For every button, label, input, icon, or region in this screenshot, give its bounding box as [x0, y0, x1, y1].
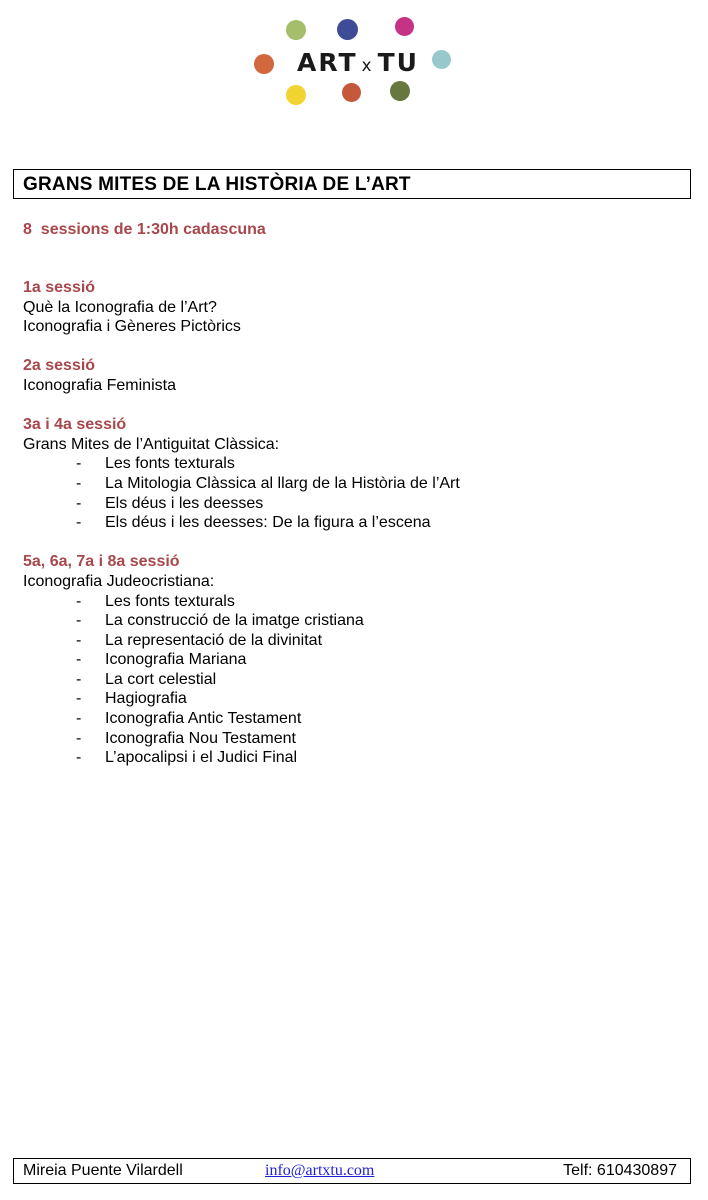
topic-text: L’apocalipsi i el Judici Final: [105, 749, 298, 767]
session-description: Iconografia Feminista: [23, 376, 176, 394]
bullet-dash: -: [76, 710, 82, 728]
topic-item: [23, 689, 693, 709]
session-description: Iconografia i Gèneres Pictòrics: [23, 318, 241, 336]
topic-item: [23, 474, 693, 494]
topic-item: [23, 611, 693, 631]
topic-text: Les fonts texturals: [105, 592, 235, 610]
topic-item: [23, 513, 693, 533]
topic-text: Els déus i les deesses: [105, 494, 264, 512]
logo-dot: [286, 85, 306, 105]
footer-email-link[interactable]: info@artxtu.com: [265, 1162, 375, 1179]
topic-item: [23, 729, 693, 749]
title-box: [13, 169, 691, 199]
session-heading: 3a i 4a sessió: [23, 416, 127, 434]
bullet-dash: -: [76, 474, 82, 492]
bullet-dash: -: [76, 690, 82, 708]
bullet-dash: -: [76, 455, 82, 473]
topic-text: Els déus i les deesses: De la figura a l’escena: [105, 514, 431, 532]
topic-item: [23, 631, 693, 651]
topic-text: La cort celestial: [105, 670, 217, 688]
bullet-dash: -: [76, 592, 82, 610]
session-list: [23, 278, 693, 787]
session-description: Iconografia Judeocristiana:: [23, 572, 215, 590]
bullet-dash: -: [76, 749, 82, 767]
topic-text: Les fonts texturals: [105, 455, 235, 473]
session-heading: 2a sessió: [23, 357, 96, 375]
bullet-dash: -: [76, 494, 82, 512]
logo-dot: [342, 83, 361, 102]
bullet-dash: -: [76, 514, 82, 532]
bullet-dash: -: [76, 631, 82, 649]
footer-author: Mireia Puente Vilardell: [23, 1162, 183, 1179]
topic-text: La construcció de la imatge cristiana: [105, 612, 364, 630]
logo-dot: [337, 19, 358, 40]
page-title: GRANS MITES DE LA HISTÒRIA DE L’ART: [23, 174, 411, 195]
bullet-dash: -: [76, 670, 82, 688]
session-block: [23, 415, 693, 533]
session-block: [23, 552, 693, 768]
logo: [250, 12, 455, 112]
topic-item: [23, 709, 693, 729]
topic-text: Iconografia Nou Testament: [105, 729, 296, 747]
session-description: Què la Iconografia de l’Art?: [23, 298, 217, 316]
topic-text: Iconografia Antic Testament: [105, 710, 302, 728]
topic-list: [23, 592, 693, 768]
logo-dot: [390, 81, 410, 101]
logo-dot: [432, 50, 451, 69]
topic-item: [23, 494, 693, 514]
topic-item: [23, 670, 693, 690]
session-block: [23, 356, 693, 395]
topic-text: Iconografia Mariana: [105, 651, 247, 669]
topic-text: Hagiografia: [105, 690, 187, 708]
logo-wordmark: ART x TU: [297, 48, 419, 77]
logo-dot: [395, 17, 414, 36]
topic-text: La Mitologia Clàssica al llarg de la Història de l’Art: [105, 474, 460, 492]
logo-dot: [286, 20, 306, 40]
footer: [13, 1158, 691, 1184]
footer-phone: Telf: 610430897: [563, 1162, 677, 1179]
bullet-dash: -: [76, 651, 82, 669]
bullet-dash: -: [76, 729, 82, 747]
session-heading: 5a, 6a, 7a i 8a sessió: [23, 553, 180, 571]
topic-item: [23, 650, 693, 670]
topic-list: [23, 454, 693, 532]
session-description: Grans Mites de l’Antiguitat Clàssica:: [23, 435, 280, 453]
logo-dot: [254, 54, 274, 74]
course-duration: 8 sessions de 1:30h cadascuna: [23, 221, 266, 238]
topic-item: [23, 592, 693, 612]
topic-text: La representació de la divinitat: [105, 631, 323, 649]
session-heading: 1a sessió: [23, 279, 96, 296]
topic-item: [23, 748, 693, 768]
session-block: [23, 278, 693, 337]
bullet-dash: -: [76, 612, 82, 630]
topic-item: [23, 454, 693, 474]
